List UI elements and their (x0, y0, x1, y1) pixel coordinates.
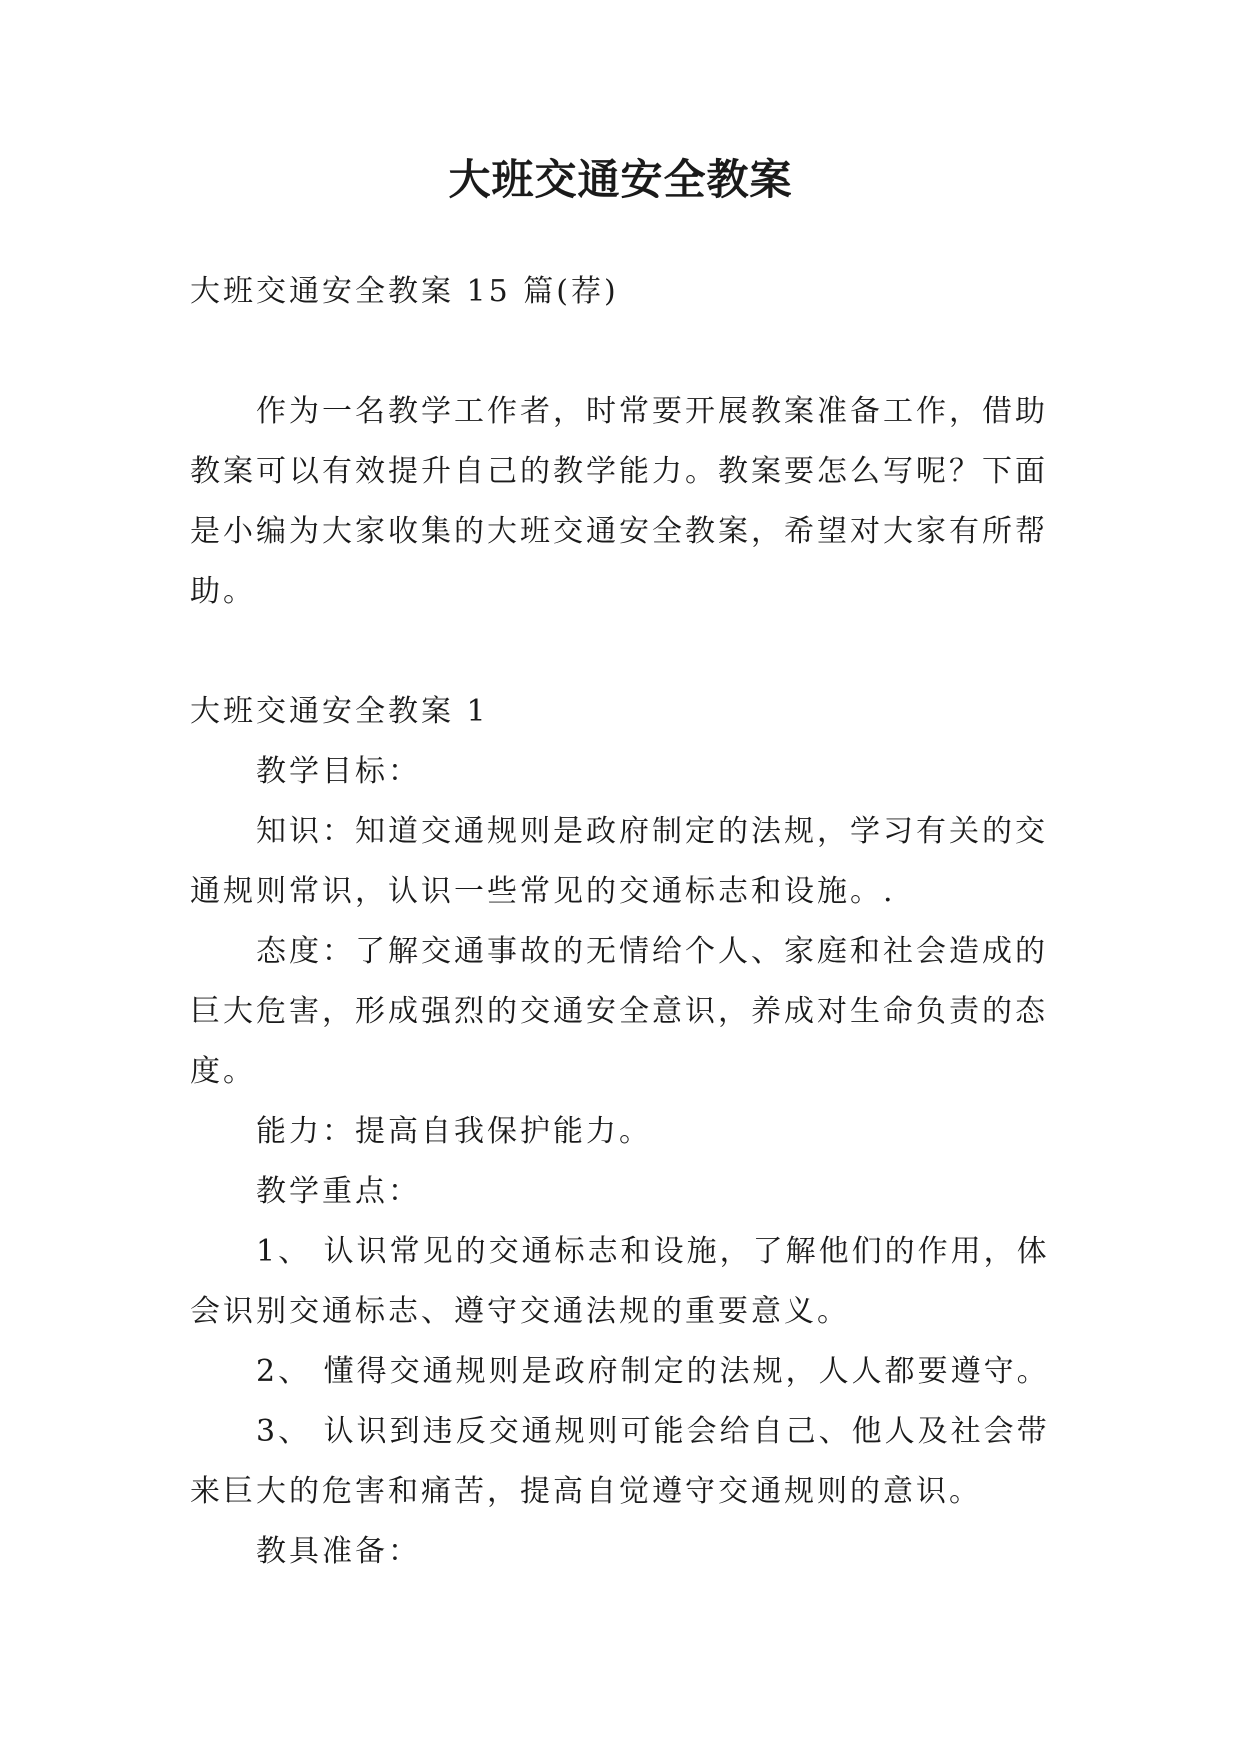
paragraph-focus-item-1: 1、 认识常见的交通标志和设施，了解他们的作用，体会识别交通标志、遵守交通法规的重要意义。 (190, 1234, 1050, 1329)
paragraph-attitude: 态度：了解交通事故的无情给个人、家庭和社会造成的巨大危害，形成强烈的交通安全意识，养成对生命负责的态度。 (190, 934, 1048, 1089)
paragraph-ability: 能力：提高自我保护能力。 (256, 1114, 652, 1149)
section-heading: 大班交通安全教案 1 (190, 694, 489, 729)
document-title: 大班交通安全教案 (448, 155, 793, 204)
paragraph-materials: 教具准备： (256, 1534, 421, 1569)
paragraph-focus-item-2: 2、 懂得交通规则是政府制定的法规，人人都要遵守。 (256, 1354, 1050, 1389)
document-subtitle: 大班交通安全教案 15 篇(荐) (190, 274, 619, 309)
paragraph-teaching-focus: 教学重点： (256, 1174, 421, 1209)
paragraph-focus-item-3: 3、 认识到违反交通规则可能会给自己、他人及社会带来巨大的危害和痛苦，提高自觉遵守交通规则的意识。 (190, 1414, 1050, 1509)
intro-paragraph: 作为一名教学工作者，时常要开展教案准备工作，借助教案可以有效提升自己的教学能力。教案要怎么写呢？下面是小编为大家收集的大班交通安全教案，希望对大家有所帮助。 (190, 394, 1048, 609)
paragraph-knowledge: 知识：知道交通规则是政府制定的法规，学习有关的交通规则常识，认识一些常见的交通标志和设施。. (190, 814, 1048, 909)
document-body (190, 262, 1062, 1582)
paragraph-teaching-goals: 教学目标： (256, 754, 421, 789)
